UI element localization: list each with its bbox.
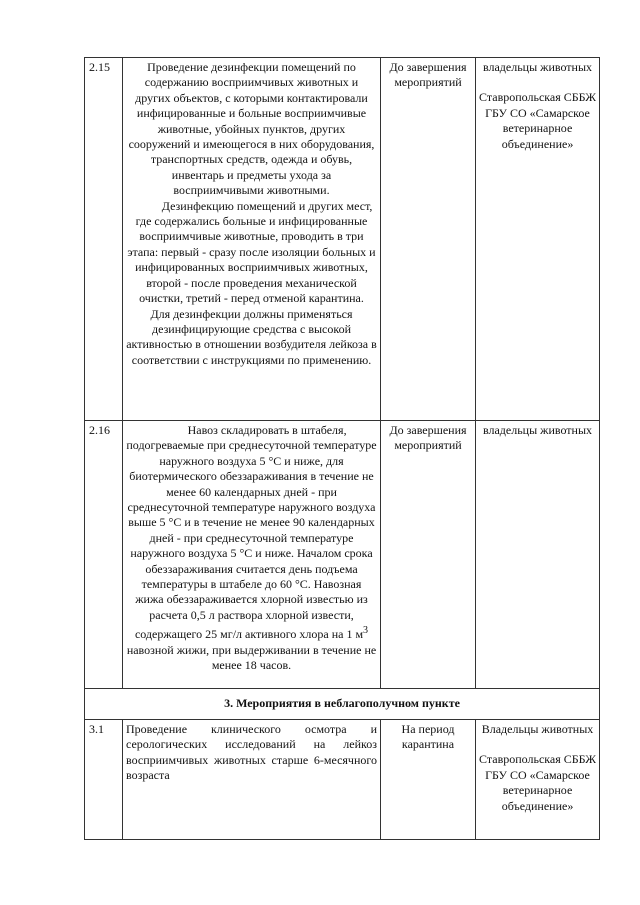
unit-cubic-meter: $м^3$: [355, 625, 369, 642]
deadline-cell: До завершения мероприятий: [381, 58, 476, 421]
responsible-organization: Ставропольская СББЖ ГБУ СО «Самарское ветеринарное объединение»: [479, 90, 597, 151]
responsible-owners: владельцы животных: [482, 60, 593, 74]
section-heading: 3. Мероприятия в неблагополучном пункте: [85, 689, 600, 720]
spacer: [479, 737, 596, 752]
row-number: 2.16: [85, 421, 123, 689]
measure-text-main: Навоз складировать в штабеля, подогреваемые при среднесуточной температуре наружного воздуха 5 °С и ниже, для биотермического обеззараживания в течение не менее 60 календарных дней - при среднесуточной температуре наружного воздуха выше 5 °С и в течение не менее 90 календарных дней - при среднесуточной температуре наружного воздуха 5 °С и ниже. Началом срока обеззараживания считается день подъема температуры в штабеле до 60 °С. Навозная жижа обеззараживается хлорной известью из расчета 0,5 л раствора хлорной извести, содержащего 25 мг/л активного хлора на 1: [126, 423, 377, 642]
table-row: [85, 421, 600, 689]
measure-text: Проведение клинического осмотра и серологических исследований на лейкоз восприимчивых животных старше 6-месячного возраста: [123, 720, 381, 840]
deadline-cell: До завершения мероприятий: [381, 421, 476, 689]
row-number: 3.1: [85, 720, 123, 840]
measure-paragraph: Дезинфекцию помещений и других мест, где содержались больные и инфицированные восприимчивые животные, проводить в три этапа: первый - сразу после изоляции больных и инфицированных восприимчивых животных, второй - после проведения механической очистки, третий - перед отменой карантина.: [127, 198, 376, 306]
responsible-cell: [476, 58, 600, 421]
measures-table: [84, 57, 600, 840]
spacer: [479, 75, 596, 90]
measure-paragraph: Для дезинфекции должны применяться дезинфицирующие средства с высокой активностью в отношении возбудителя лейкоза в соответствии с инструкциями по применению.: [126, 306, 377, 367]
table-row: [85, 720, 600, 840]
measure-text-tail: навозной жижи, при выдерживании в течение не менее 18 часов.: [126, 642, 377, 673]
measure-text: [123, 421, 381, 689]
table-row: [85, 58, 600, 421]
responsible-owners: Владельцы животных: [481, 722, 594, 736]
responsible-cell: [476, 720, 600, 840]
measure-paragraph: [126, 423, 377, 674]
measure-paragraph: Проведение дезинфекции помещений по содержанию восприимчивых животных и других объектов, с которыми контактировали инфицированные и больные восприимчивые животные, убойных пунктов, других сооружений и имеющегося в них оборудования, транспортных средств, одежда и обувь, инвентарь и предметы ухода за восприимчивыми животными.: [128, 60, 375, 198]
responsible-organization: Ставропольская СББЖ ГБУ СО «Самарское ветеринарное объединение»: [479, 752, 597, 813]
responsible-cell: [476, 421, 600, 689]
responsible-owners: владельцы животных: [482, 423, 593, 437]
deadline-cell: На период карантина: [381, 720, 476, 840]
section-row: [85, 689, 600, 720]
measure-text: [123, 58, 381, 421]
row-number: 2.15: [85, 58, 123, 421]
